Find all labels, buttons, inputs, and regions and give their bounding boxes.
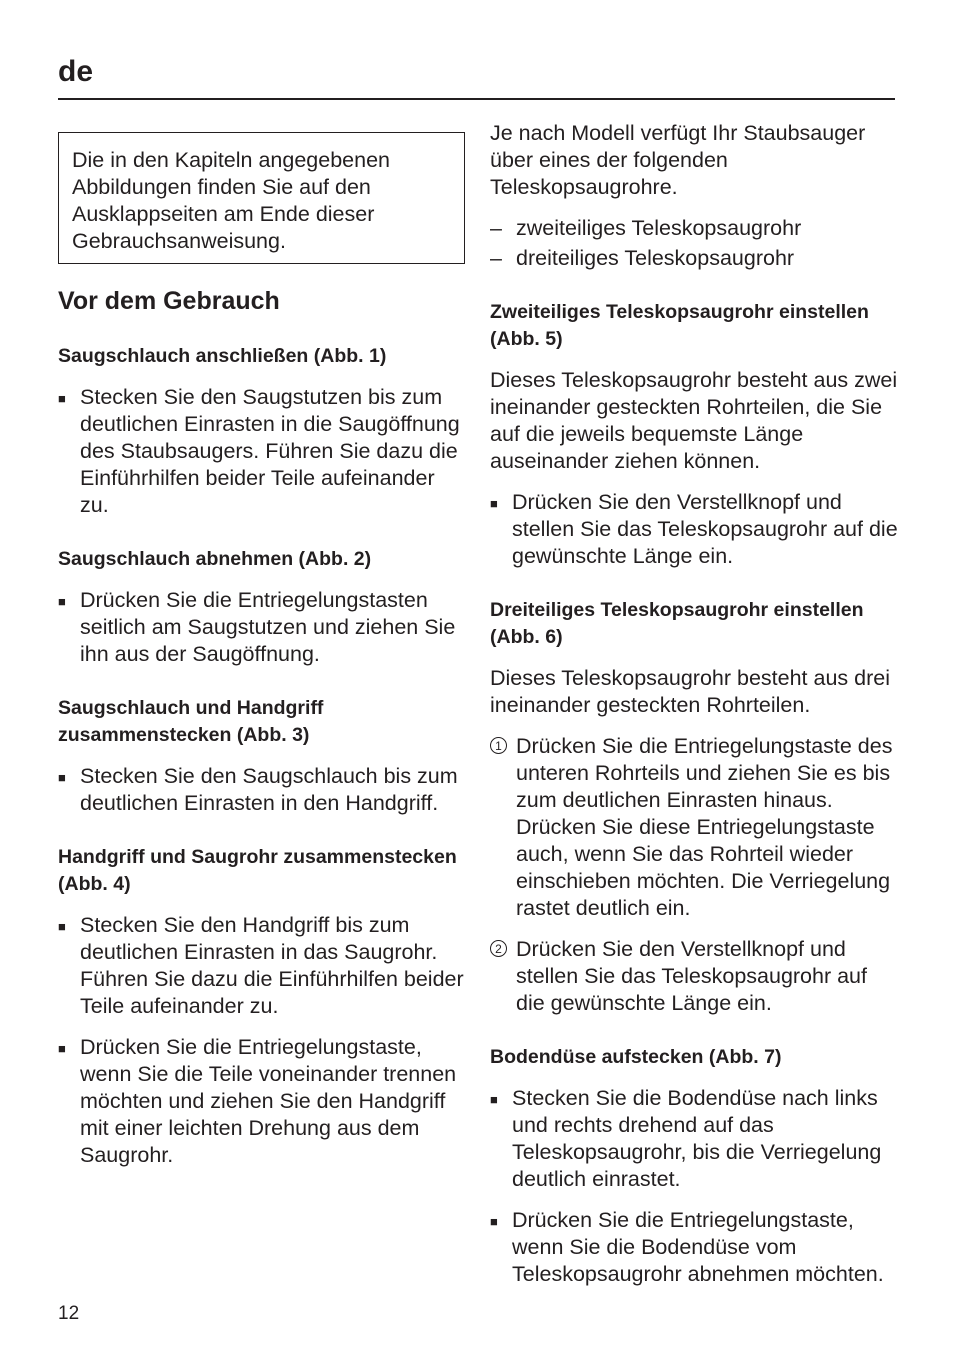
dash-marker: – — [490, 216, 502, 240]
list-item — [58, 384, 468, 519]
page-number: 12 — [58, 1303, 80, 1324]
subheading-three-part-tube: Dreiteiliges Teleskopsaugrohr einstellen (Abb. 6) — [490, 599, 864, 648]
numbered-item — [490, 733, 900, 922]
list-item-text: Stecken Sie die Bodendüse nach links und rechts drehend auf das Teleskopsaugrohr, bis die Verriegelung deutlich einrastet. — [512, 1086, 882, 1191]
left-column — [58, 120, 468, 1169]
right-column — [490, 120, 900, 1288]
step-number-2: 2 — [490, 940, 507, 957]
paragraph: Dieses Teleskopsaugrohr besteht aus drei ineinander gesteckten Rohrteilen. — [490, 666, 890, 717]
subheading-two-part-tube: Zweiteiliges Teleskopsaugrohr einstellen (Abb. 5) — [490, 301, 869, 350]
square-bullet-icon: ■ — [58, 594, 66, 609]
list-item — [58, 763, 468, 817]
step-marker — [490, 936, 516, 1017]
square-bullet-icon: ■ — [58, 1041, 66, 1056]
list-item — [490, 489, 900, 570]
square-bullet-icon: ■ — [490, 496, 498, 511]
dash-list-item — [490, 245, 900, 272]
list-item — [490, 1085, 900, 1193]
list-item-text: Drücken Sie die Entriegelungstaste, wenn Sie die Teile voneinander trennen möchten und ziehen Sie den Handgriff mit einer leichten Drehung aus dem Saugrohr. — [80, 1035, 457, 1167]
list-item — [490, 1207, 900, 1288]
paragraph: Dieses Teleskopsaugrohr besteht aus zwei ineinander gesteckten Rohrteilen, die Sie auf die jeweils bequemste Länge auseinander ziehen können. — [490, 368, 898, 473]
intro-paragraph: Je nach Modell verfügt Ihr Staubsauger über eines der folgenden Teleskopsaugrohre. — [490, 121, 866, 199]
dash-item-text: zweiteiliges Teleskopsaugrohr — [516, 216, 802, 240]
step-marker — [490, 733, 516, 922]
list-item-text: Drücken Sie die Entriegelungstaste, wenn Sie die Bodendüse vom Teleskopsaugrohr abnehmen möchten. — [512, 1208, 884, 1286]
list-item-text: Drücken Sie den Verstellknopf und stellen Sie das Teleskopsaugrohr auf die gewünschte Länge ein. — [512, 490, 898, 568]
list-item — [58, 912, 468, 1020]
list-item-text: Stecken Sie den Saugstutzen bis zum deutlichen Einrasten in die Saugöffnung des Staubsaugers. Führen Sie dazu die Einführhilfen beider Teile aufeinander zu. — [80, 385, 460, 517]
list-item — [58, 587, 468, 668]
language-code: de — [58, 55, 94, 88]
notice-box — [58, 132, 465, 264]
subheading-attach-hose: Saugschlauch anschließen (Abb. 1) — [58, 345, 387, 367]
step-number-1: 1 — [490, 737, 507, 754]
dash-item-text: dreiteiliges Teleskopsaugrohr — [516, 246, 795, 270]
numbered-item-text: Drücken Sie die Entriegelungstaste des unteren Rohrteils und ziehen Sie es bis zum deutlichen Einrasten hinaus. Drücken Sie diese Entriegelungstaste auch, wenn Sie das Rohrteil wieder einschieben möchten. Die Verriegelung rastet deutlich ein. — [516, 734, 893, 920]
square-bullet-icon: ■ — [58, 391, 66, 406]
numbered-item-text: Drücken Sie den Verstellknopf und stellen Sie das Teleskopsaugrohr auf die gewünschte Länge ein. — [516, 937, 867, 1015]
square-bullet-icon: ■ — [58, 770, 66, 785]
square-bullet-icon: ■ — [58, 919, 66, 934]
dash-list-item — [490, 215, 900, 242]
square-bullet-icon: ■ — [490, 1214, 498, 1229]
subheading-hose-handle: Saugschlauch und Handgriff zusammenstecken (Abb. 3) — [58, 697, 324, 746]
list-item-text: Stecken Sie den Handgriff bis zum deutlichen Einrasten in das Saugrohr. Führen Sie dazu die Einführhilfen beider Teile aufeinander zu. — [80, 913, 464, 1018]
dash-marker: – — [490, 246, 502, 270]
header-rule — [58, 98, 895, 100]
subheading-remove-hose: Saugschlauch abnehmen (Abb. 2) — [58, 548, 372, 570]
numbered-item — [490, 936, 900, 1017]
section-title: Vor dem Gebrauch — [58, 287, 280, 315]
list-item — [58, 1034, 468, 1169]
subheading-handle-tube: Handgriff und Saugrohr zusammenstecken (Abb. 4) — [58, 846, 457, 895]
subheading-floor-nozzle: Bodendüse aufstecken (Abb. 7) — [490, 1046, 782, 1068]
notice-text: Die in den Kapiteln angegebenen Abbildungen finden Sie auf den Ausklappseiten am Ende dieser Gebrauchsanweisung. — [72, 148, 390, 253]
list-item-text: Stecken Sie den Saugschlauch bis zum deutlichen Einrasten in den Handgriff. — [80, 764, 458, 815]
square-bullet-icon: ■ — [490, 1092, 498, 1107]
list-item-text: Drücken Sie die Entriegelungstasten seitlich am Saugstutzen und ziehen Sie ihn aus der Saugöffnung. — [80, 588, 456, 666]
